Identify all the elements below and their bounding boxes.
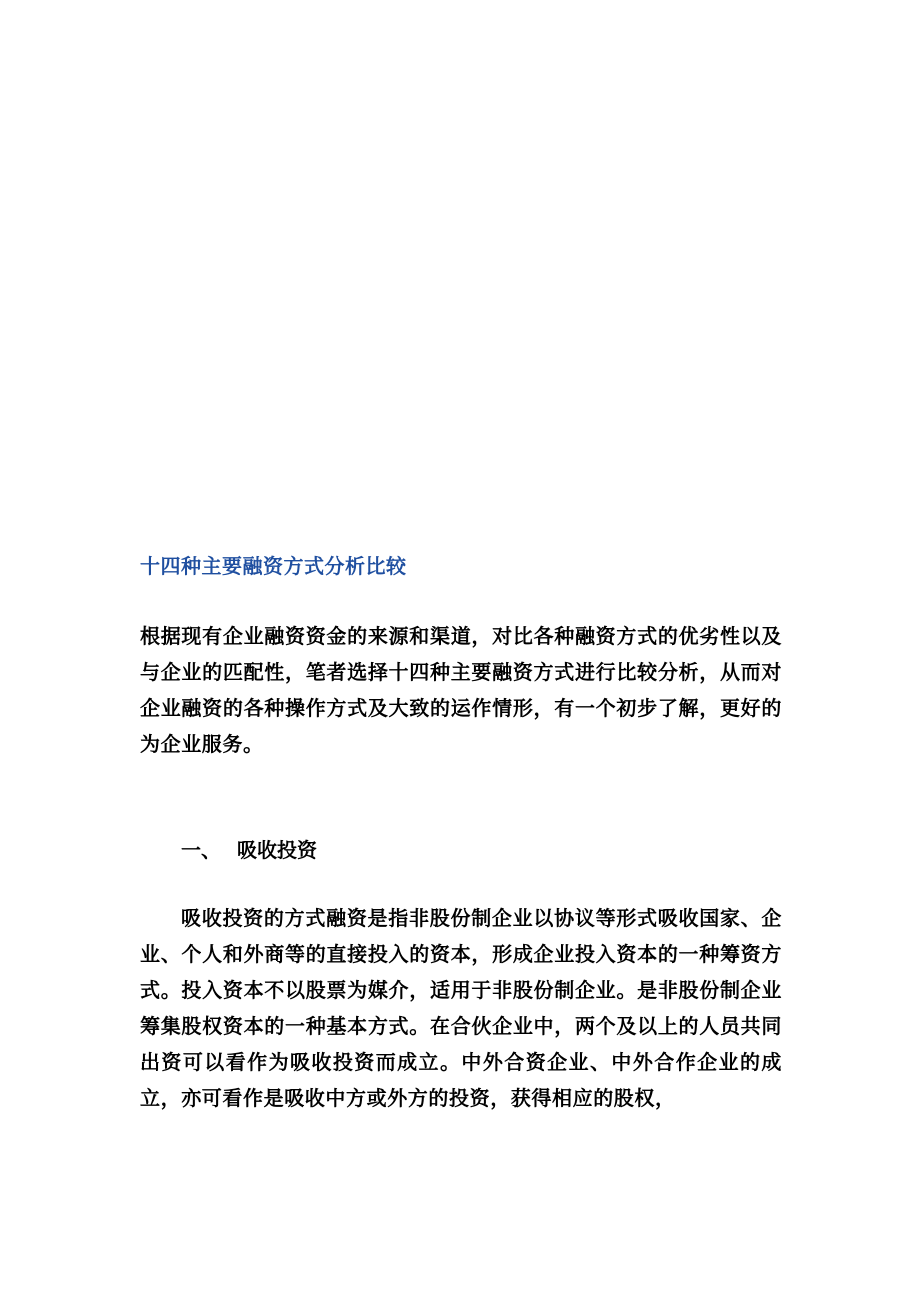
- document-title: 十四种主要融资方式分析比较: [140, 554, 407, 578]
- section-title: 吸收投资: [237, 838, 317, 862]
- section-number: 一、: [181, 838, 221, 862]
- section-heading: [181, 834, 317, 866]
- section-paragraph: 吸收投资的方式融资是指非股份制企业以协议等形式吸收国家、企业、个人和外商等的直接投入的资本，形成企业投入资本的一种筹资方式。投入资本不以股票为媒介，适用于非股份制企业。是非股份制企业筹集股权资本的一种基本方式。在合伙企业中，两个及以上的人员共同出资可以看作为吸收投资而成立。中外合资企业、中外合作企业的成立，亦可看作是吸收中方或外方的投资，获得相应的股权，: [140, 906, 782, 1110]
- intro-paragraph: 根据现有企业融资资金的来源和渠道，对比各种融资方式的优劣性以及与企业的匹配性，笔者选择十四种主要融资方式进行比较分析，从而对企业融资的各种操作方式及大致的运作情形，有一个初步了解，更好的为企业服务。: [140, 624, 782, 756]
